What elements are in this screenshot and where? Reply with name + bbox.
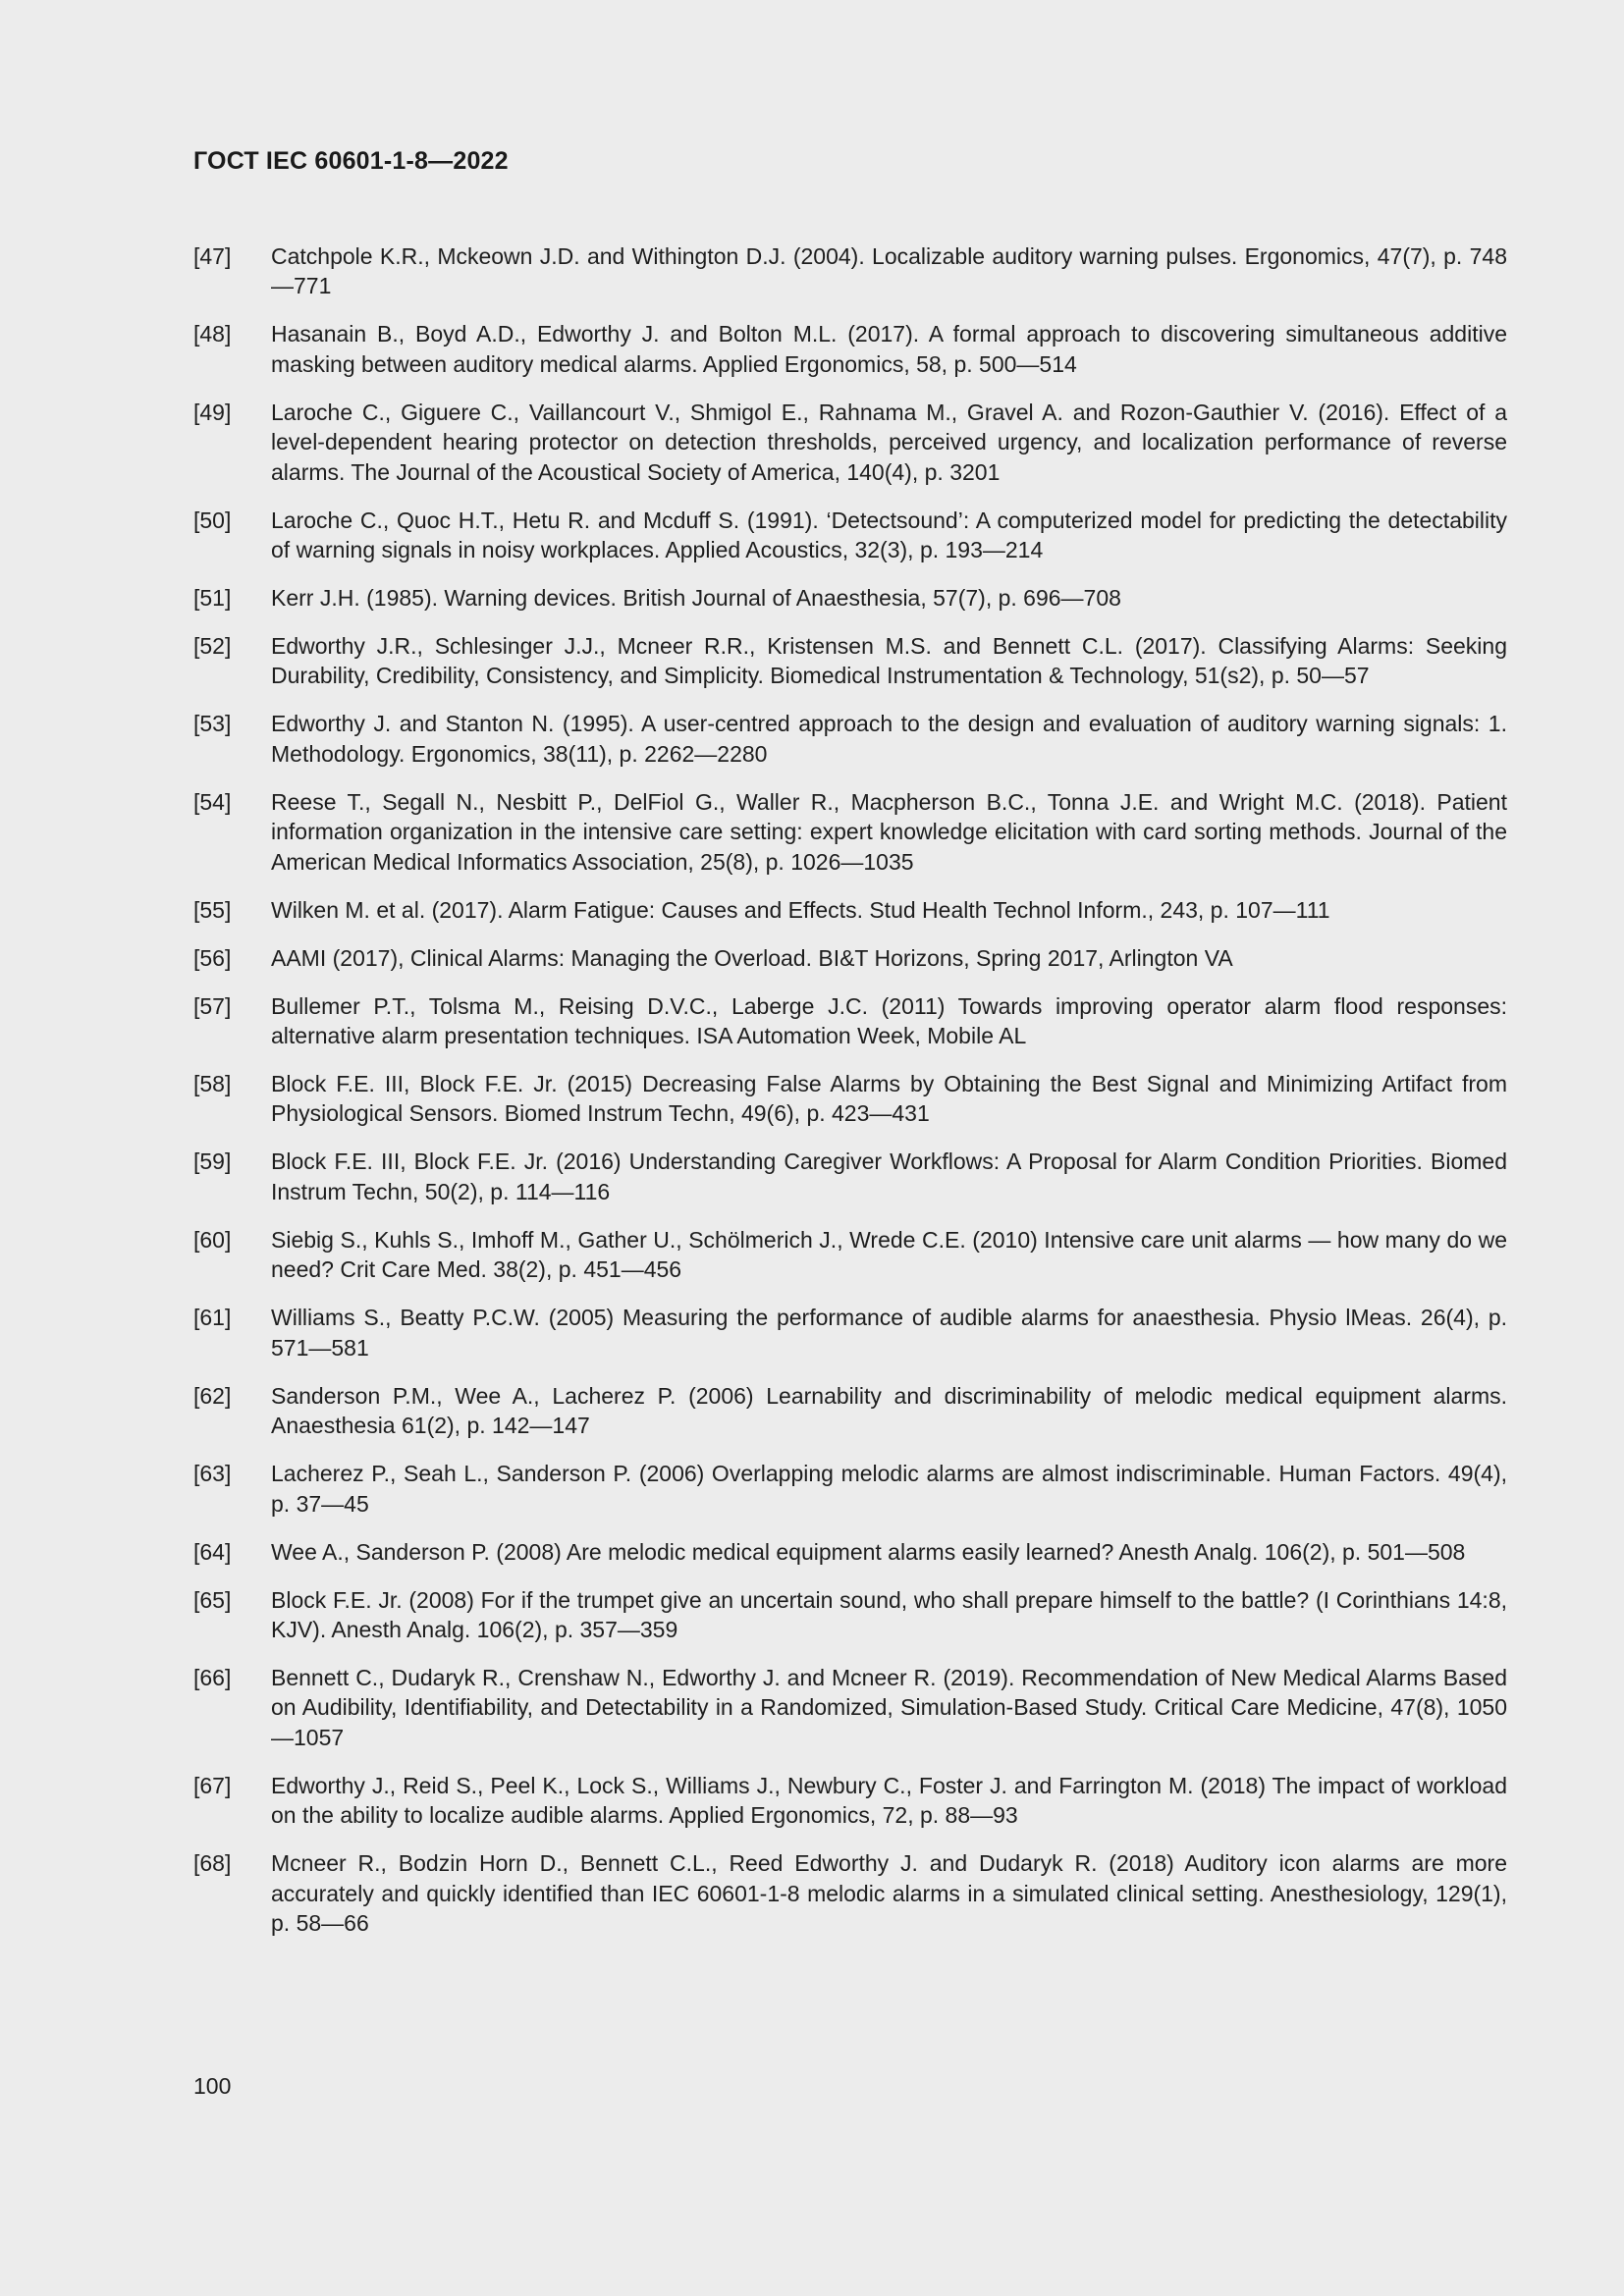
reference-item [193,319,1507,379]
reference-item [193,1381,1507,1441]
reference-item [193,895,1507,925]
reference-number: [57] [193,992,232,1019]
reference-number: [49] [193,399,232,425]
reference-number: [47] [193,243,232,269]
reference-number: [52] [193,633,232,660]
reference-text: Williams S., Beatty P.C.W. (2005) Measuring the performance of audible alarms for anaesthesia. Physio lMeas. 26(4), p. 571—581 [271,1305,1507,1361]
reference-text: Wee A., Sanderson P. (2008) Are melodic medical equipment alarms easily learned? Anesth Analg. 106(2), p. 501—508 [271,1538,1466,1565]
reference-number: [53] [193,711,232,737]
reference-number: [55] [193,896,232,923]
reference-text: Block F.E. III, Block F.E. Jr. (2016) Understanding Caregiver Workflows: A Proposal for Alarm Condition Priorities. Biomed Instrum Techn, 50(2), p. 114—116 [271,1148,1507,1204]
reference-item [193,787,1507,877]
reference-item [193,1069,1507,1129]
reference-text: Edworthy J., Reid S., Peel K., Lock S., Williams J., Newbury C., Foster J. and Farrington M. (2018) The impact of workload on the ability to localize audible alarms. Applied Ergonomics, 72, p. 88—93 [271,1772,1507,1829]
reference-item [193,1147,1507,1206]
reference-item [193,1663,1507,1752]
reference-text: Mcneer R., Bodzin Horn D., Bennett C.L., Reed Edworthy J. and Dudaryk R. (2018) Auditory icon alarms are more accurately and quickly identified than IEC 60601-1-8 melodic alarms in a simulated clinical setting. Anesthesiology, 129(1), p. 58—66 [271,1850,1507,1936]
reference-text: Lacherez P., Seah L., Sanderson P. (2006) Overlapping melodic alarms are almost indiscriminable. Human Factors. 49(4), p. 37—45 [271,1461,1507,1517]
reference-item [193,1537,1507,1567]
document-header: ГОСТ IEC 60601-1-8—2022 [193,147,509,175]
reference-item [193,709,1507,769]
reference-item [193,1225,1507,1285]
reference-text: Catchpole K.R., Mckeown J.D. and Withington D.J. (2004). Localizable auditory warning pulses. Ergonomics, 47(7), p. 748—771 [271,243,1507,299]
reference-number: [59] [193,1148,232,1175]
reference-text: Laroche C., Quoc H.T., Hetu R. and Mcduff S. (1991). ‘Detectsound’: A computerized model for predicting the detectability of warning signals in noisy workplaces. Applied Acoustics, 32(3), p. 193—214 [271,507,1507,563]
reference-item [193,1848,1507,1938]
reference-text: Block F.E. Jr. (2008) For if the trumpet give an uncertain sound, who shall prepare himself to the battle? (I Corinthians 14:8, KJV). Anesth Analg. 106(2), p. 357—359 [271,1586,1507,1642]
reference-number: [54] [193,788,232,815]
reference-number: [63] [193,1461,232,1487]
reference-number: [58] [193,1071,232,1097]
reference-text: Wilken M. et al. (2017). Alarm Fatigue: Causes and Effects. Stud Health Technol Inform., 243, p. 107—111 [271,896,1330,923]
reference-item [193,1303,1507,1362]
reference-number: [61] [193,1305,232,1331]
reference-number: [50] [193,507,232,533]
reference-text: Hasanain B., Boyd A.D., Edworthy J. and Bolton M.L. (2017). A formal approach to discovering simultaneous additive masking between auditory medical alarms. Applied Ergonomics, 58, p. 500—514 [271,321,1507,377]
reference-text: Bennett C., Dudaryk R., Crenshaw N., Edworthy J. and Mcneer R. (2019). Recommendation of New Medical Alarms Based on Audibility, Identifiability, and Detectability in a Randomized, Simulation-Based Study. Critical Care Medicine, 47(8), 1050—1057 [271,1664,1507,1750]
reference-number: [64] [193,1538,232,1565]
reference-item [193,241,1507,301]
reference-number: [62] [193,1382,232,1409]
reference-text: Reese T., Segall N., Nesbitt P., DelFiol G., Waller R., Macpherson B.C., Tonna J.E. and Wright M.C. (2018). Patient information organization in the intensive care setting: expert knowledge elicitation with card sorting methods. Journal of the American Medical Informatics Association, 25(8), p. 1026—1035 [271,788,1507,875]
page-number: 100 [193,2073,232,2099]
bibliography-list [193,241,1507,1956]
reference-text: Kerr J.H. (1985). Warning devices. British Journal of Anaesthesia, 57(7), p. 696—708 [271,585,1121,612]
reference-number: [66] [193,1664,232,1690]
reference-item [193,398,1507,487]
reference-item [193,1771,1507,1831]
reference-number: [65] [193,1586,232,1613]
reference-item [193,991,1507,1051]
reference-text: Laroche C., Giguere C., Vaillancourt V., Shmigol E., Rahnama M., Gravel A. and Rozon-Gauthier V. (2016). Effect of a level-dependent hearing protector on detection thresholds, perceived urgency, and localization performance of reverse alarms. The Journal of the Acoustical Society of America, 140(4), p. 3201 [271,399,1507,485]
reference-item [193,506,1507,565]
reference-item [193,1459,1507,1519]
reference-text: Sanderson P.M., Wee A., Lacherez P. (2006) Learnability and discriminability of melodic medical equipment alarms. Anaesthesia 61(2), p. 142—147 [271,1382,1507,1439]
reference-item [193,1585,1507,1645]
reference-text: Block F.E. III, Block F.E. Jr. (2015) Decreasing False Alarms by Obtaining the Best Signal and Minimizing Artifact from Physiological Sensors. Biomed Instrum Techn, 49(6), p. 423—431 [271,1071,1507,1127]
reference-number: [51] [193,585,232,612]
reference-text: Siebig S., Kuhls S., Imhoff M., Gather U., Schölmerich J., Wrede C.E. (2010) Intensive care unit alarms — how many do we need? Crit Care Med. 38(2), p. 451—456 [271,1226,1507,1283]
reference-item [193,631,1507,691]
reference-number: [68] [193,1850,232,1877]
reference-number: [60] [193,1226,232,1253]
reference-item [193,943,1507,973]
reference-number: [67] [193,1772,232,1798]
reference-text: AAMI (2017), Clinical Alarms: Managing the Overload. BI&T Horizons, Spring 2017, Arlington VA [271,944,1233,971]
reference-number: [48] [193,321,232,347]
reference-text: Edworthy J.R., Schlesinger J.J., Mcneer R.R., Kristensen M.S. and Bennett C.L. (2017). Classifying Alarms: Seeking Durability, Credibility, Consistency, and Simplicity. Biomedical Instrumentation & Technology, 51(s2), p. 50—57 [271,633,1507,689]
reference-text: Edworthy J. and Stanton N. (1995). A user-centred approach to the design and evaluation of auditory warning signals: 1. Methodology. Ergonomics, 38(11), p. 2262—2280 [271,711,1507,767]
reference-text: Bullemer P.T., Tolsma M., Reising D.V.C., Laberge J.C. (2011) Towards improving operator alarm flood responses: alternative alarm presentation techniques. ISA Automation Week, Mobile AL [271,992,1507,1049]
reference-number: [56] [193,944,232,971]
reference-item [193,583,1507,613]
